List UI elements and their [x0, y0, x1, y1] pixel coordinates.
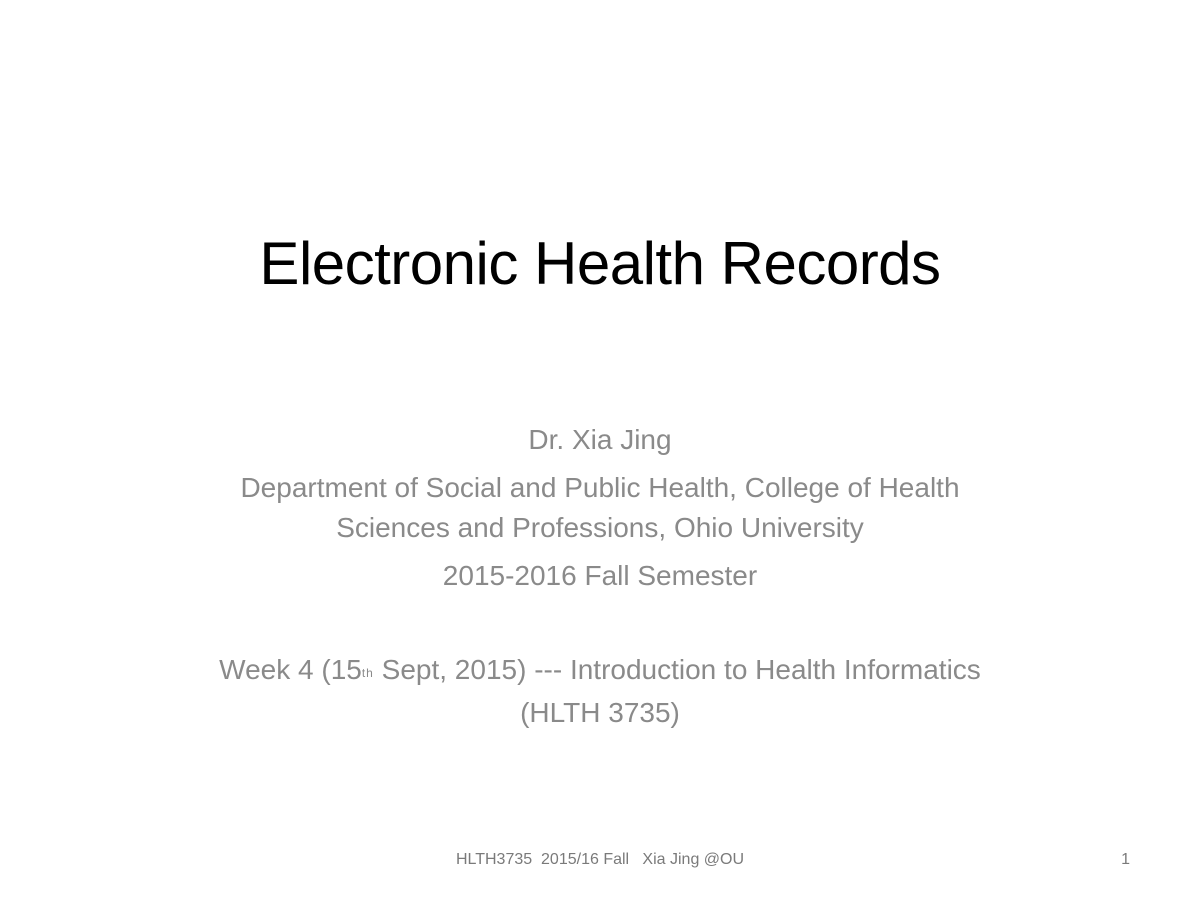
week-superscript: th [361, 666, 374, 680]
department-line-1: Department of Social and Public Health, College of Health [240, 472, 960, 503]
week-prefix: Week 4 (15 [219, 654, 362, 685]
page-number: 1 [1121, 851, 1130, 868]
department-line-2: Sciences and Professions, Ohio University [336, 512, 864, 543]
semester-label: 2015-2016 Fall Semester [442, 560, 758, 591]
slide-title: Electronic Health Records [259, 230, 941, 297]
department-affiliation [120, 468, 1080, 548]
author-name: Dr. Xia Jing [528, 424, 672, 455]
footer-text: HLTH3735 2015/16 Fall Xia Jing @OU [455, 851, 745, 868]
week-suffix: Sept, 2015) --- Introduction to Health Informatics [373, 654, 981, 685]
course-week-info [120, 650, 1080, 733]
week-line-1 [120, 650, 1080, 693]
week-line-2: (HLTH 3735) [520, 697, 680, 728]
